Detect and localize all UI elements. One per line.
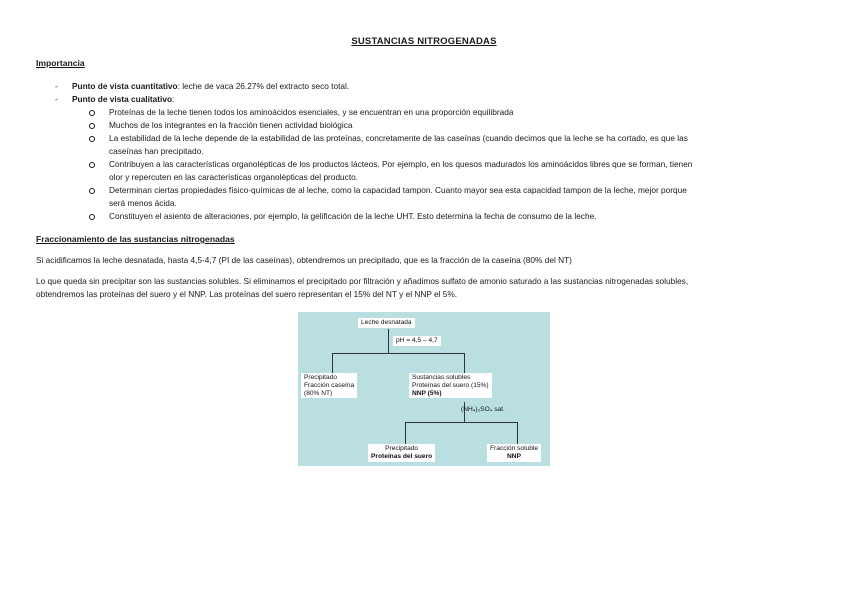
subitem-3: La estabilidad de la leche depende de la estabilidad de las proteínas, concretamente de las caseínas (cuando decimos que la leche se ha cortado, es que las — [109, 133, 688, 143]
connector — [517, 422, 518, 444]
box-precipitado-caseina: Precipitado Fracción caseína (80% NT) — [301, 373, 357, 398]
circle-bullet — [89, 110, 95, 116]
box-precipitado-suero: Precipitado Proteínas del suero — [368, 444, 435, 462]
box-ph: pH = 4,5 – 4,7 — [393, 336, 441, 346]
circle-bullet — [89, 136, 95, 142]
subitem-2: Muchos de los integrantes en la fracción tienen actividad biológica — [109, 120, 353, 130]
bullet-cuantitativo: Punto de vista cuantitativo: leche de vaca 26.27% del extracto seco total. — [72, 81, 350, 91]
circle-bullet — [89, 214, 95, 220]
paragraph-2-line2: obtendremos las proteínas del suero y el NNP. Las proteínas del suero representan el 15% del NT y el NNP el 5%. — [36, 289, 458, 299]
bullet-cualitativo: Punto de vista cualitativo: — [72, 94, 175, 104]
box-sustancias-solubles: Sustancias solubles Proteínas del suero (15%) NNP (5%) — [409, 373, 492, 398]
connector — [332, 353, 465, 354]
reagent-label: (NH₄)₂SO₄ sat. — [461, 406, 505, 413]
subitem-5-cont: será menos ácida. — [109, 198, 177, 208]
paragraph-1: Si acidificamos la leche desnatada, hasta 4,5-4,7 (PI de las caseínas), obtendremos un precipitado, que es la fracción de la caseína (80% del NT) — [36, 255, 572, 265]
connector — [332, 353, 333, 373]
box-fraccion-soluble: Fracción soluble NNP — [487, 444, 541, 462]
dash-bullet: - — [55, 81, 58, 91]
subitem-5: Determinan ciertas propiedades físico-químicas de al leche, como la capacidad tampon. Cuanto mayor sea esta capacidad tampon de la leche, mejor porque — [109, 185, 687, 195]
subitem-3-cont: caseínas han precipitado. — [109, 146, 204, 156]
box-leche-desnatada: Leche desnatada — [358, 318, 415, 328]
dash-bullet: - — [55, 94, 58, 104]
circle-bullet — [89, 123, 95, 129]
connector — [388, 329, 389, 353]
fractionation-diagram — [298, 312, 550, 466]
connector — [405, 422, 406, 444]
heading-fraccionamiento: Fraccionamiento de las sustancias nitrogenadas — [36, 234, 235, 244]
subitem-4-cont: olor y repercuten en las características organolépticas del producto. — [109, 172, 359, 182]
connector — [464, 353, 465, 373]
subitem-1: Proteínas de la leche tienen todos los aminoácidos esenciales, y se encuentran en una proporción equilibrada — [109, 107, 514, 117]
document-title: SUSTANCIAS NITROGENADAS — [351, 36, 497, 47]
circle-bullet — [89, 162, 95, 168]
subitem-6: Constituyen el asiento de alteraciones, por ejemplo, la gelificación de la leche UHT. Esto determina la fecha de consumo de la leche. — [109, 211, 597, 221]
circle-bullet — [89, 188, 95, 194]
heading-importancia: Importancia — [36, 58, 85, 68]
paragraph-2-line1: Lo que queda sin precipitar son las sustancias solubles. Si eliminamos el precipitado por filtración y añadimos sulfato de amonio saturado a las sustancias nitrogenadas solubles, — [36, 276, 689, 286]
connector — [405, 422, 518, 423]
subitem-4: Contribuyen a las características organolépticas de los productos lácteos. Por ejemplo, en los quesos madurados los aminoácidos libres que se forman, tienen — [109, 159, 693, 169]
